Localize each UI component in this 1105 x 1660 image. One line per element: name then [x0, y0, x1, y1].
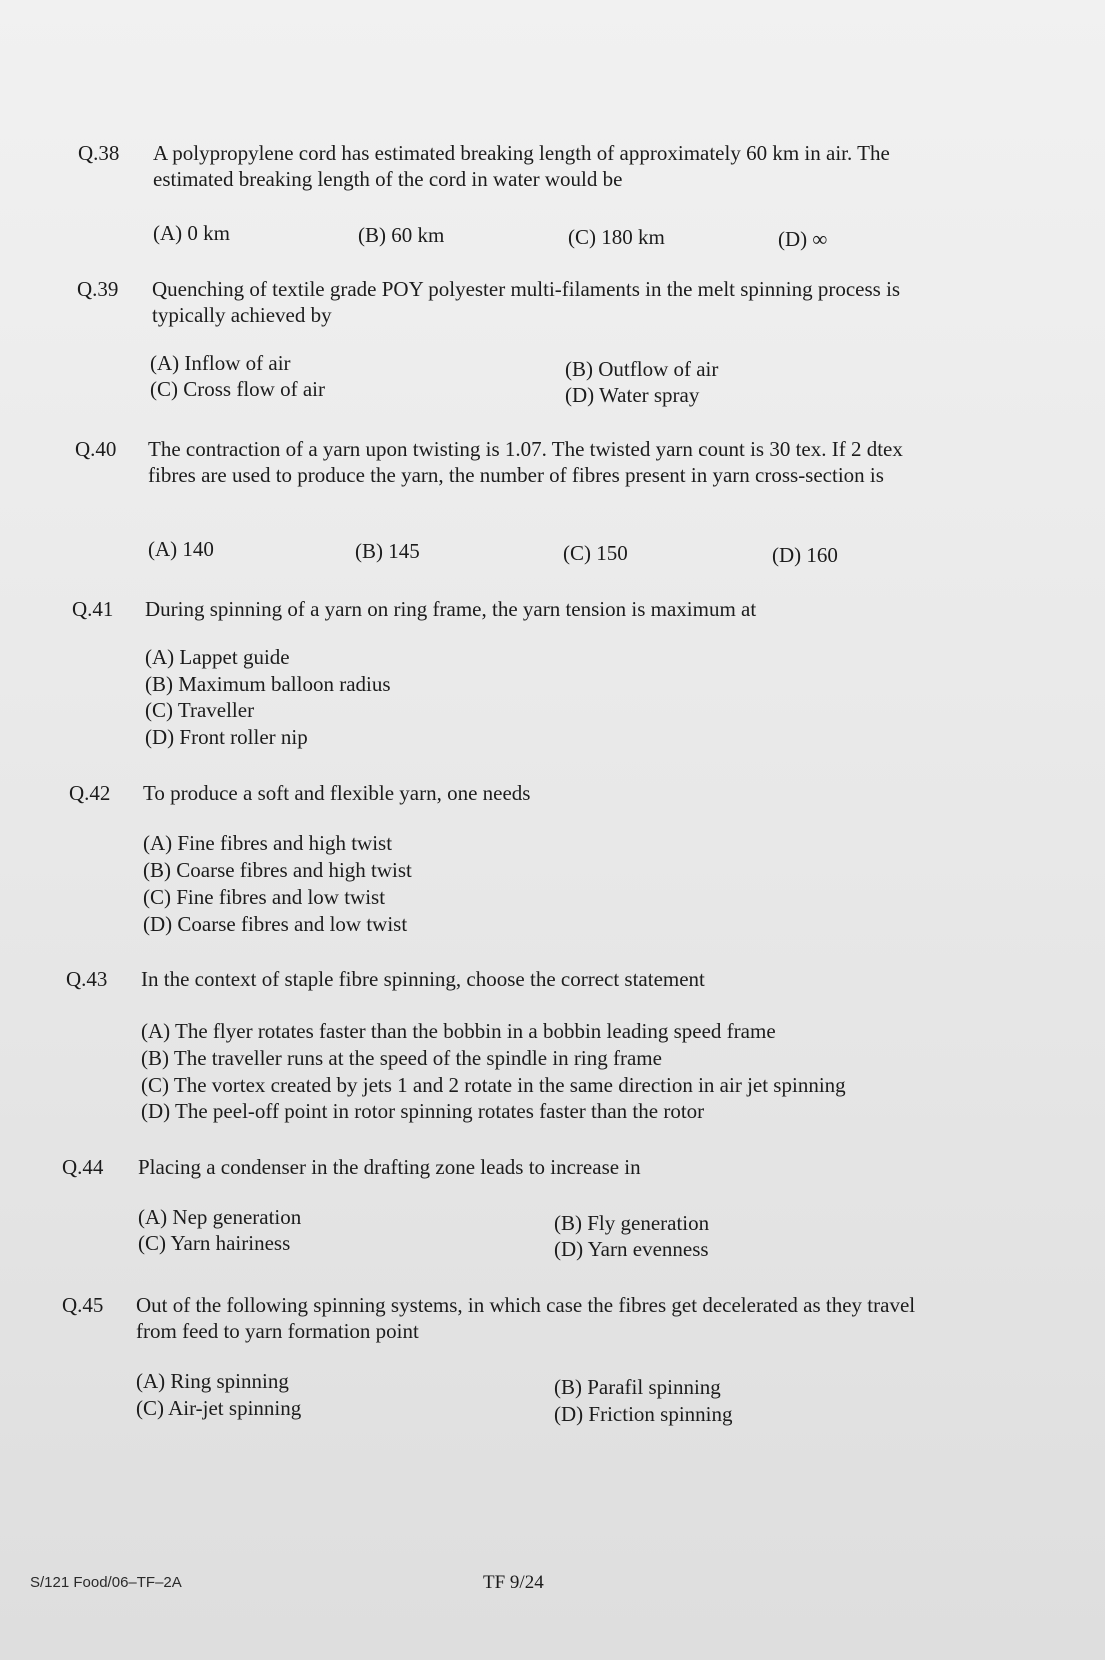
option-a: (A) Nep generation: [138, 1205, 302, 1229]
question-number: Q.40: [75, 437, 117, 461]
option-b: (B) 60 km: [358, 223, 445, 247]
question-text: In the context of staple fibre spinning, choose the correct statement: [141, 967, 705, 991]
option-d: (D) Coarse fibres and low twist: [143, 912, 408, 936]
option-c: (C) Cross flow of air: [150, 377, 325, 401]
option-c: (C) 180 km: [568, 225, 665, 249]
question-number: Q.42: [69, 781, 111, 805]
option-b: (B) Maximum balloon radius: [145, 672, 391, 696]
option-a: (A) Lappet guide: [145, 645, 290, 669]
question-text: Placing a condenser in the drafting zone leads to increase in: [138, 1155, 641, 1179]
option-c: (C) Traveller: [145, 698, 255, 722]
question-number: Q.43: [66, 967, 108, 991]
option-c: (C) Air-jet spinning: [136, 1396, 302, 1420]
option-d: (D) The peel-off point in rotor spinning rotates faster than the rotor: [141, 1099, 705, 1123]
question-45: [62, 1292, 1062, 1432]
question-text: Quenching of textile grade POY polyester multi-filaments in the melt spinning process is typically achieved by: [152, 277, 901, 327]
option-d: (D) Yarn evenness: [554, 1237, 709, 1261]
option-c: (C) The vortex created by jets 1 and 2 rotate in the same direction in air jet spinning: [141, 1073, 846, 1097]
option-c: (C) Yarn hairiness: [138, 1231, 291, 1255]
question-text: A polypropylene cord has estimated breaking length of approximately 60 km in air. The estimated breaking length of the cord in water would be: [153, 141, 890, 191]
option-a: (A) 140: [148, 537, 214, 561]
option-c: (C) 150: [563, 541, 628, 565]
option-b: (B) Outflow of air: [565, 357, 719, 381]
option-a: (A) 0 km: [153, 221, 230, 245]
question-43: [66, 966, 1096, 1123]
option-b: (B) Fly generation: [554, 1211, 710, 1235]
question-number: Q.44: [62, 1155, 104, 1179]
option-b: (B) Coarse fibres and high twist: [143, 858, 412, 882]
question-44: [62, 1154, 1062, 1264]
question-42: [69, 780, 1069, 936]
option-d: (D) Friction spinning: [554, 1402, 733, 1426]
question-number: Q.38: [78, 141, 120, 165]
option-c: (C) Fine fibres and low twist: [143, 885, 386, 909]
question-number: Q.41: [72, 597, 114, 621]
option-d: (D) Front roller nip: [145, 725, 308, 749]
option-d: (D) ∞: [778, 227, 828, 251]
option-a: (A) Fine fibres and high twist: [143, 831, 393, 855]
question-38: [78, 140, 1078, 250]
footer-code: S/121 Food/06–TF–2A: [30, 1574, 182, 1591]
option-b: (B) The traveller runs at the speed of the spindle in ring frame: [141, 1046, 662, 1070]
question-40: [75, 436, 1075, 576]
question-39: [77, 276, 1077, 406]
question-text: The contraction of a yarn upon twisting is 1.07. The twisted yarn count is 30 tex. If 2 dtex fibres are used to produce the yarn, the number of fibres present in yarn cross-section is: [148, 437, 903, 487]
option-d: (D) Water spray: [565, 383, 700, 407]
option-a: (A) The flyer rotates faster than the bobbin in a bobbin leading speed frame: [141, 1019, 776, 1043]
question-number: Q.45: [62, 1293, 104, 1317]
option-a: (A) Inflow of air: [150, 351, 291, 375]
question-41: [72, 596, 1072, 749]
question-number: Q.39: [77, 277, 119, 301]
question-text: During spinning of a yarn on ring frame, the yarn tension is maximum at: [145, 597, 757, 621]
option-d: (D) 160: [772, 543, 838, 567]
page-number: TF 9/24: [483, 1572, 544, 1593]
option-b: (B) Parafil spinning: [554, 1375, 721, 1399]
question-text: To produce a soft and flexible yarn, one needs: [143, 781, 531, 805]
option-a: (A) Ring spinning: [136, 1369, 289, 1393]
option-b: (B) 145: [355, 539, 420, 563]
question-text: Out of the following spinning systems, in which case the fibres get decelerated as they travel from feed to yarn formation point: [136, 1293, 916, 1343]
